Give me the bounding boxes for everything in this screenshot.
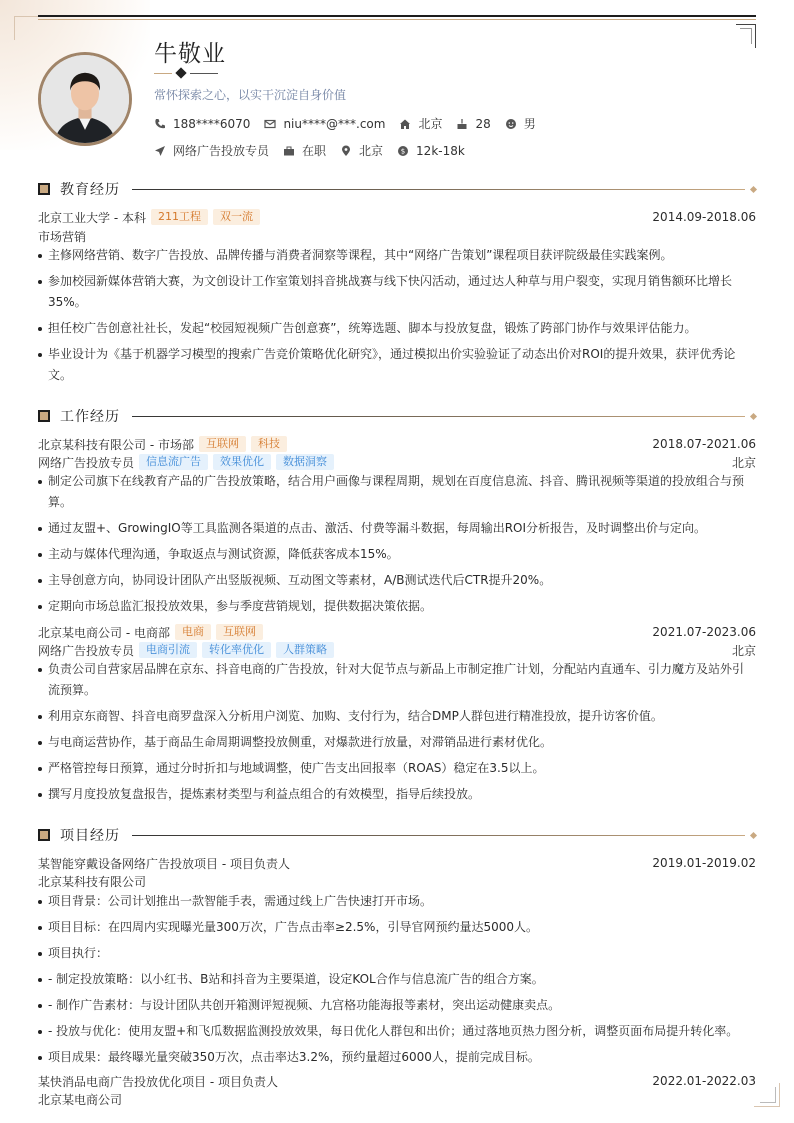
list-item: 严格管控每日预算，通过分时折扣与地域调整，使广告支出回报率（ROAS）稳定在3.5以上。	[38, 758, 750, 779]
company-tag: 科技	[251, 436, 287, 452]
position-item	[154, 142, 269, 159]
company-name: 北京某科技有限公司 - 市场部	[38, 437, 194, 452]
gender-item	[505, 115, 536, 132]
company-tag: 互联网	[216, 624, 263, 640]
salary-text: 12k-18k	[416, 143, 465, 158]
money-icon	[397, 145, 409, 157]
status-item	[283, 142, 326, 159]
section-rule	[132, 416, 745, 417]
top-rule	[38, 15, 756, 17]
work-section-header	[38, 408, 756, 424]
education-school-row	[38, 208, 756, 226]
project-section-header	[38, 827, 756, 843]
project-title-row	[38, 1072, 756, 1090]
job-city: 北京	[731, 455, 756, 470]
section-marker	[38, 410, 50, 422]
home-icon	[399, 118, 411, 130]
company-tag: 互联网	[199, 436, 246, 452]
project-date: 2019.01-2019.02	[652, 856, 756, 870]
cake-icon	[456, 118, 468, 130]
svg-text:$: $	[400, 147, 406, 155]
company-name: 北京某电商公司 - 电商部	[38, 625, 170, 640]
section-end-diamond	[750, 185, 757, 192]
school-tag: 双一流	[213, 209, 260, 225]
list-item: - 制定投放策略：以小红书、B站和抖音为主要渠道，设定KOL合作与信息流广告的组合方案。	[38, 969, 750, 990]
role-tag: 数据洞察	[276, 454, 334, 470]
name-divider	[154, 68, 218, 78]
phone-text: 188****6070	[173, 116, 251, 131]
section-title: 工作经历	[60, 409, 120, 425]
list-item: 定期向市场总监汇报投放效果，参与季度营销规划，提供数据决策依据。	[38, 596, 750, 617]
list-item: 负责公司自营家居品牌在京东、抖音电商的广告投放，针对大促节点与新品上市制定推广计划，分配站内直通车、引力魔方及站外引流预算。	[38, 659, 750, 701]
position-text: 网络广告投放专员	[173, 144, 270, 158]
job-city: 北京	[731, 643, 756, 658]
job-bullets	[38, 471, 750, 622]
list-item: 参加校园新媒体营销大赛，为文创设计工作室策划抖音挑战赛与线下快闪活动，通过达人种草与用户裂变，实现月销售额环比增长35%。	[38, 271, 750, 313]
education-date: 2014.09-2018.06	[652, 210, 756, 224]
school-tag: 211工程	[151, 209, 208, 225]
job-role-row	[38, 453, 756, 471]
role-tag: 人群策略	[276, 642, 334, 658]
list-item: 项目背景：公司计划推出一款智能手表，需通过线上广告快速打开市场。	[38, 891, 750, 912]
intent-row	[154, 142, 479, 159]
list-item: 主动与媒体代理沟通，争取返点与测试资源，降低获客成本15%。	[38, 544, 750, 565]
job-bullets	[38, 659, 750, 810]
section-marker	[38, 829, 50, 841]
gender-icon	[505, 118, 517, 130]
job-company-row	[38, 623, 756, 641]
list-item: - 投放与优化：使用友盟+和飞瓜数据监测投放效果，每日优化人群包和出价；通过落地页热力图分析，调整页面布局提升转化率。	[38, 1021, 750, 1042]
job-date: 2021.07-2023.06	[652, 625, 756, 639]
frame-corner-bottom-right-inner	[760, 1087, 776, 1103]
email-text: niu****@***.com	[283, 116, 386, 131]
list-item: - 制作广告素材：与设计团队共创开箱测评短视频、九宫格功能海报等素材，突出运动健康卖点。	[38, 995, 750, 1016]
role-tag: 效果优化	[213, 454, 271, 470]
project-name: 某快消品电商广告投放优化项目 - 项目负责人	[38, 1074, 278, 1089]
project-org: 北京某科技有限公司	[38, 875, 147, 889]
email-item	[264, 117, 385, 131]
section-title: 项目经历	[60, 828, 120, 844]
list-item: 担任校广告创意社社长，发起“校园短视频广告创意赛”，统筹选题、脚本与投放复盘，锻炼了跨部门协作与效果评估能力。	[38, 318, 750, 339]
list-item: 项目成果：最终曝光量突破350万次，点击率达3.2%，预约量超过6000人，提前完成目标。	[38, 1047, 750, 1068]
phone-item	[154, 117, 250, 131]
section-rule	[132, 189, 745, 190]
project-bullets	[38, 891, 750, 1073]
list-item: 撰写月度投放复盘报告，提炼素材类型与利益点组合的有效模型，指导后续投放。	[38, 784, 750, 805]
list-item: 主导创意方向，协同设计团队产出竖版视频、互动图文等素材，A/B测试迭代后CTR提升20%。	[38, 570, 750, 591]
role-tag: 转化率优化	[202, 642, 271, 658]
job-role-row	[38, 641, 756, 659]
list-item: 制定公司旗下在线教育产品的广告投放策略，结合用户画像与课程周期，规划在百度信息流、抖音、腾讯视频等渠道的投放组合与预算。	[38, 471, 750, 513]
location-item	[399, 115, 442, 132]
age-item	[456, 117, 490, 131]
project-date: 2022.01-2022.03	[652, 1074, 756, 1088]
job-company-row	[38, 435, 756, 453]
list-item: 项目执行：	[38, 943, 750, 964]
top-rule-accent	[38, 19, 756, 20]
section-end-diamond	[750, 831, 757, 838]
avatar	[38, 52, 132, 146]
section-end-diamond	[750, 412, 757, 419]
list-item: 通过友盟+、GrowingIO等工具监测各渠道的点击、激活、付费等漏斗数据，每周输出ROI分析报告，及时调整出价与定向。	[38, 518, 750, 539]
send-icon	[154, 145, 166, 157]
section-marker	[38, 183, 50, 195]
motto: 常怀探索之心，以实干沉淀自身价值	[154, 88, 347, 102]
list-item: 与电商运营协作，基于商品生命周期调整投放侧重，对爆款进行放量，对滞销品进行素材优化。	[38, 732, 750, 753]
candidate-name: 牛敬业	[154, 41, 226, 67]
pin-icon	[340, 145, 352, 157]
section-rule	[132, 835, 745, 836]
list-item: 主修网络营销、数字广告投放、品牌传播与消费者洞察等课程，其中“网络广告策划”课程项目获评院级最佳实践案例。	[38, 245, 750, 266]
job-role: 网络广告投放专员	[38, 643, 135, 658]
frame-corner-top-right-inner	[740, 28, 752, 44]
city-item	[340, 142, 383, 159]
school-name: 北京工业大学 - 本科	[38, 210, 146, 225]
major: 市场营销	[38, 230, 87, 244]
age-text: 28	[475, 116, 491, 131]
gender-text: 男	[523, 117, 536, 131]
contact-row	[154, 115, 550, 132]
section-title: 教育经历	[60, 182, 120, 198]
status-text: 在职	[302, 144, 327, 158]
mail-icon	[264, 118, 276, 130]
briefcase-icon	[283, 145, 295, 157]
education-section-header	[38, 181, 756, 197]
frame-corner-top-left	[14, 16, 40, 40]
list-item: 毕业设计为《基于机器学习模型的搜索广告竞价策略优化研究》，通过模拟出价实验验证了动态出价对ROI的提升效果，获评优秀论文。	[38, 344, 750, 386]
list-item: 利用京东商智、抖音电商罗盘深入分析用户浏览、加购、支付行为，结合DMP人群包进行精准投放，提升访客价值。	[38, 706, 750, 727]
city-text: 北京	[359, 144, 384, 158]
location-text: 北京	[418, 117, 443, 131]
list-item: 项目目标：在四周内实现曝光量300万次，广告点击率≥2.5%，引导官网预约量达5000人。	[38, 917, 750, 938]
salary-item	[397, 144, 465, 158]
project-title-row	[38, 854, 756, 872]
phone-icon	[154, 118, 166, 130]
education-bullets	[38, 245, 750, 391]
project-org: 北京某电商公司	[38, 1093, 123, 1107]
project-name: 某智能穿戴设备网络广告投放项目 - 项目负责人	[38, 856, 290, 871]
role-tag: 信息流广告	[139, 454, 208, 470]
role-tag: 电商引流	[139, 642, 197, 658]
company-tag: 电商	[175, 624, 211, 640]
job-date: 2018.07-2021.06	[652, 437, 756, 451]
job-role: 网络广告投放专员	[38, 455, 135, 470]
